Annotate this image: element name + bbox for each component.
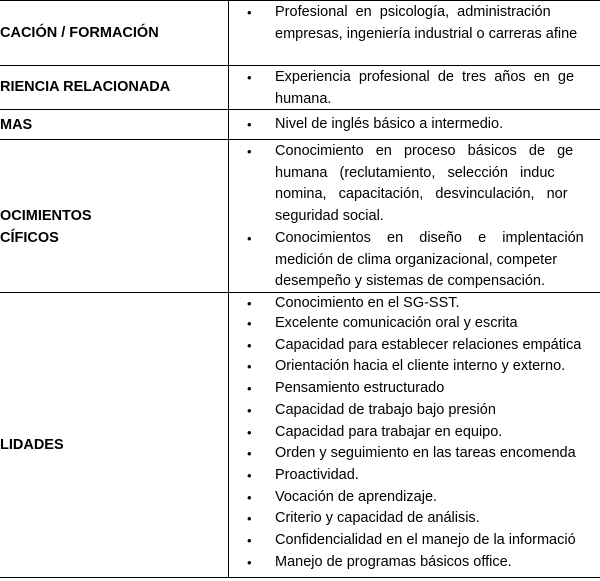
list-item bbox=[244, 530, 600, 552]
row-label-text: CÍFICOS bbox=[0, 230, 59, 246]
list-item bbox=[244, 487, 600, 509]
item-text-line: Manejo de programas básicos office. bbox=[275, 553, 512, 570]
bullet-icon: • bbox=[247, 446, 252, 462]
list-item bbox=[244, 443, 600, 465]
bullet-icon: • bbox=[247, 489, 252, 505]
row-label-text: LIDADES bbox=[0, 437, 64, 453]
row-label-text: RIENCIA RELACIONADA bbox=[0, 79, 171, 95]
row-label-text: MAS bbox=[0, 117, 33, 133]
list-item bbox=[244, 422, 600, 444]
bullet-icon: • bbox=[247, 511, 252, 527]
item-text-line: Confidencialidad en el manejo de la informació bbox=[275, 532, 576, 549]
item-text-line: empresas, ingeniería industrial o carreras afine bbox=[275, 25, 578, 42]
item-text-line: Experiencia profesional de tres años en ge bbox=[275, 69, 575, 85]
list-item bbox=[244, 378, 600, 400]
item-text-line: Excelente comunicación oral y escrita bbox=[275, 315, 518, 331]
item-text-line: nomina, capacitación, desvinculación, nor bbox=[275, 186, 568, 203]
bullet-icon: • bbox=[247, 359, 252, 375]
list-item bbox=[244, 313, 600, 335]
bullet-icon: • bbox=[247, 70, 252, 85]
list-item bbox=[244, 228, 600, 293]
bullet-icon: • bbox=[247, 230, 252, 246]
item-text-line: Conocimientos en diseño e implentación bbox=[275, 229, 584, 246]
bullet-icon: • bbox=[247, 316, 252, 331]
item-text-line: Orden y seguimiento en las tareas encomenda bbox=[275, 445, 576, 462]
row-divider bbox=[0, 139, 600, 140]
row-label-text: CACIÓN / FORMACIÓN bbox=[0, 25, 159, 41]
row-label-languages bbox=[0, 114, 228, 136]
row-content-experience bbox=[244, 67, 600, 110]
item-text-line: Pensamiento estructurado bbox=[275, 380, 445, 397]
item-text-line: Conocimiento en el SG-SST. bbox=[275, 294, 460, 311]
item-text-line: Orientación hacia el cliente interno y externo. bbox=[275, 358, 566, 375]
bullet-icon: • bbox=[247, 381, 252, 397]
row-label-text: OCIMIENTOS bbox=[0, 208, 92, 224]
row-content-education bbox=[244, 2, 600, 45]
bullet-icon: • bbox=[247, 295, 252, 311]
list-item bbox=[244, 465, 600, 487]
bullet-icon: • bbox=[247, 144, 252, 159]
table-border-bottom bbox=[0, 577, 600, 578]
row-label-experience bbox=[0, 76, 228, 98]
row-content-skills bbox=[244, 313, 600, 573]
list-item bbox=[244, 335, 600, 357]
bullet-icon: • bbox=[247, 5, 252, 20]
item-text-line: Criterio y capacidad de análisis. bbox=[275, 510, 480, 527]
list-item bbox=[244, 114, 600, 136]
list-item bbox=[244, 552, 600, 574]
item-text-line: Nivel de inglés básico a intermedio. bbox=[275, 116, 504, 132]
bullet-icon: • bbox=[247, 337, 252, 353]
bullet-icon: • bbox=[247, 402, 252, 418]
list-item bbox=[244, 67, 600, 110]
item-text-line: humana (reclutamiento, selección induc bbox=[275, 164, 555, 181]
list-item bbox=[244, 356, 600, 378]
row-content-knowledge bbox=[244, 141, 600, 315]
column-divider bbox=[228, 0, 229, 578]
item-text-line: desempeño y sistemas de compensación. bbox=[275, 273, 546, 290]
item-text-line: Profesional en psicología, administración bbox=[275, 4, 551, 20]
item-text-line: medición de clima organizacional, competer bbox=[275, 251, 558, 268]
bullet-icon: • bbox=[247, 117, 252, 132]
bullet-icon: • bbox=[247, 554, 252, 570]
bullet-icon: • bbox=[247, 533, 252, 549]
item-text-line: humana. bbox=[275, 90, 332, 107]
list-item bbox=[244, 2, 600, 45]
item-text-line: Proactividad. bbox=[275, 466, 359, 483]
item-text-line: seguridad social. bbox=[275, 208, 384, 225]
item-text-line: Capacidad para establecer relaciones empática bbox=[275, 336, 582, 353]
item-text-line: Capacidad de trabajo bajo presión bbox=[275, 401, 496, 418]
item-text-line: Conocimiento en proceso básicos de ge bbox=[275, 143, 574, 159]
list-item bbox=[244, 293, 600, 315]
row-divider bbox=[0, 65, 600, 66]
item-text-line: Capacidad para trabajar en equipo. bbox=[275, 423, 503, 440]
list-item bbox=[244, 508, 600, 530]
bullet-icon: • bbox=[247, 467, 252, 483]
row-label-knowledge bbox=[0, 205, 228, 249]
list-item bbox=[244, 400, 600, 422]
bullet-icon: • bbox=[247, 424, 252, 440]
row-label-education bbox=[0, 22, 228, 44]
list-item bbox=[244, 141, 600, 228]
row-content-languages bbox=[244, 114, 600, 136]
item-text-line: Vocación de aprendizaje. bbox=[275, 488, 438, 505]
table-border-top bbox=[0, 0, 600, 1]
row-label-skills bbox=[0, 434, 228, 456]
